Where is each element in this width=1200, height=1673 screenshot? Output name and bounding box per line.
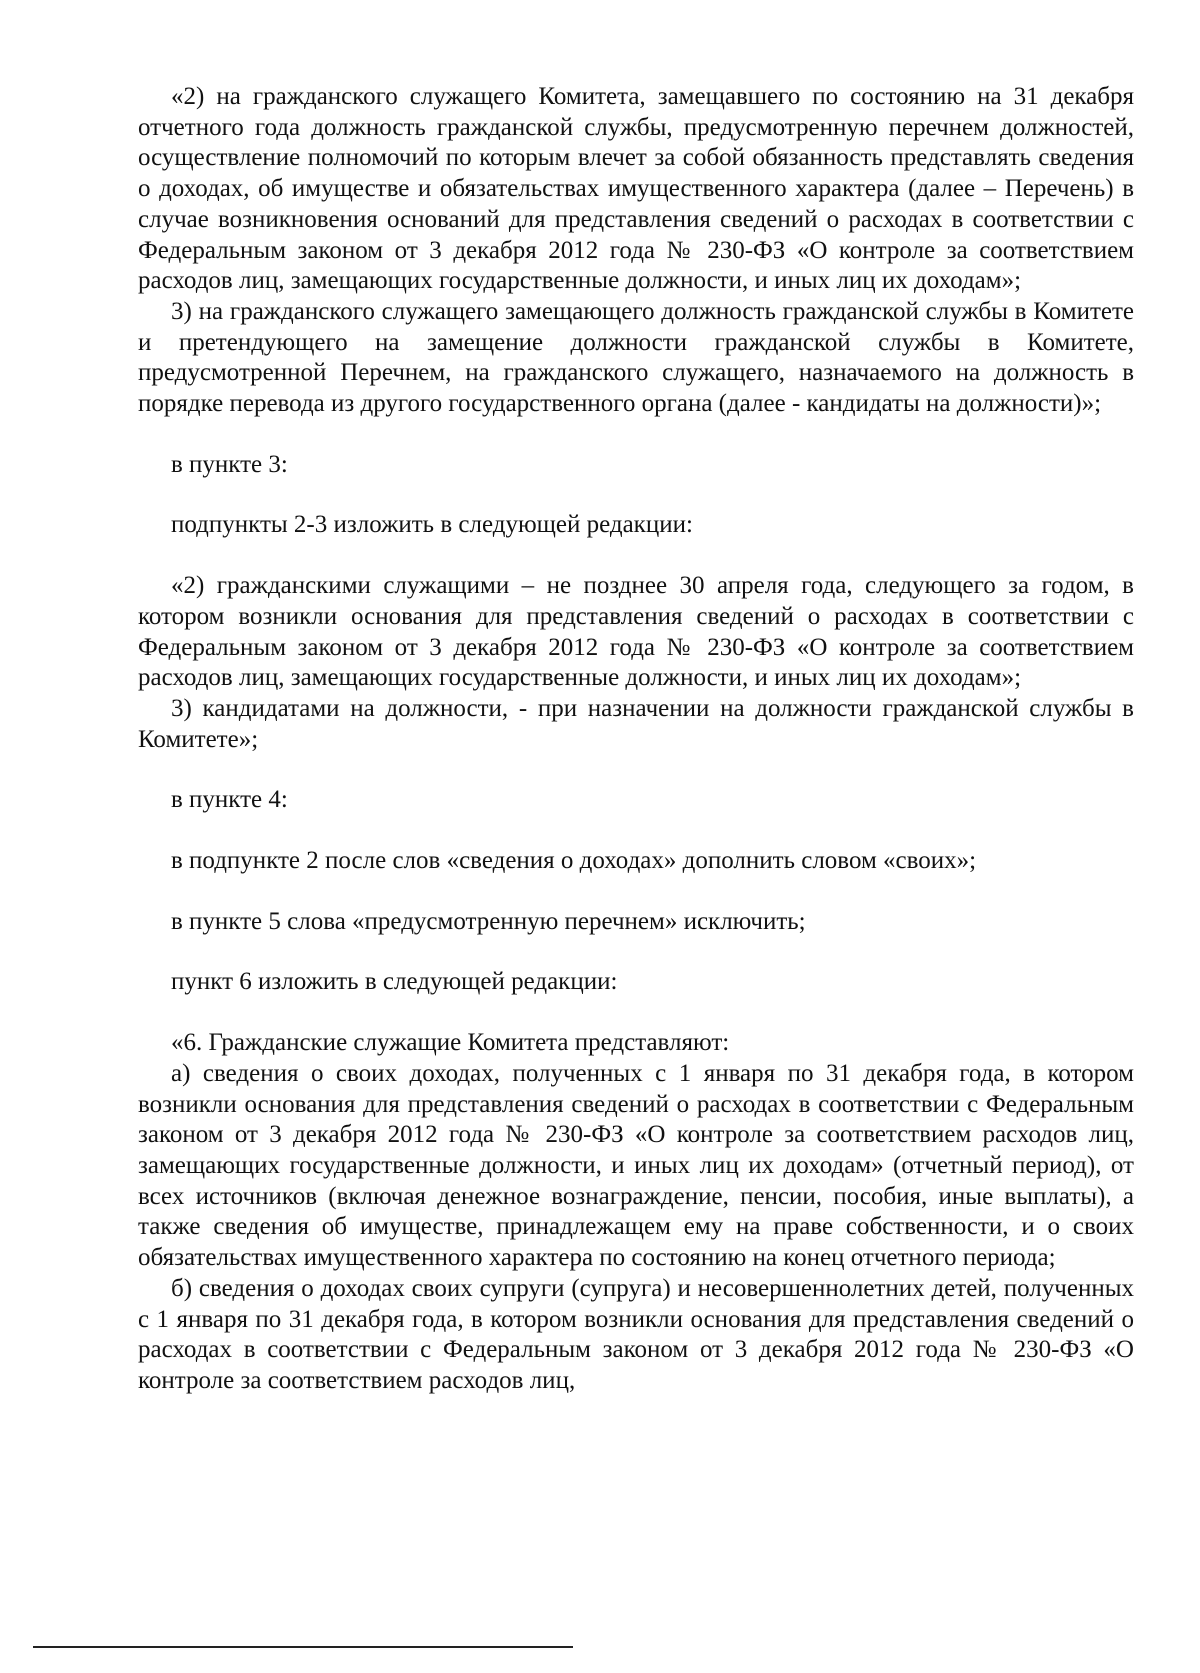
paragraph-subpoint-2-new: «2) гражданскими служащими – не позднее 30 апреля года, следующего за годом, в котором возникли основания для представления сведений о расходах в соответствии с Федеральным законом от 3 декабря 2012 года № 230-ФЗ «О контроле за соответствием расходов лиц, замещающих государственные должности, и иных лиц их доходам»; xyxy=(138,572,1134,692)
paragraph-point-3-heading: в пункте 3: xyxy=(171,450,288,478)
paragraph-point-4-heading: в пункте 4: xyxy=(171,786,288,814)
paragraph-subpoint-2-amendment: в подпункте 2 после слов «сведения о доходах» дополнить словом «своих»; xyxy=(171,847,977,875)
paragraph-point-6-item-a: а) сведения о своих доходах, полученных с 1 января по 31 декабря года, в котором возникли основания для представления сведений о расходах в соответствии с Федеральным законом от 3 декабря 2012 года № 230-ФЗ «О контроле за соответствием расходов лиц, замещающих государственные должности, и иных лиц их доходам» (отчетный период), от всех источников (включая денежное вознаграждение, пенсии, пособия, иные выплаты), а также сведения об имуществе, принадлежащем ему на праве собственности, и о своих обязательствах имущественного характера по состоянию на конец отчетного периода; xyxy=(138,1059,1134,1272)
footer-rule xyxy=(33,1646,573,1648)
paragraph-point-6-intro: «6. Гражданские служащие Комитета представляют: xyxy=(171,1029,730,1057)
paragraph-subpoint-2-old: «2) на гражданского служащего Комитета, замещавшего по состоянию на 31 декабря отчетного года должность гражданской службы, предусмотренную перечнем должностей, осуществление полномочий по которым влечет за собой обязанность представлять сведения о доходах, об имуществе и обязательствах имущественного характера (далее – Перечень) в случае возникновения оснований для представления сведений о расходах в соответствии с Федеральным законом от 3 декабря 2012 года № 230-ФЗ «О контроле за соответствием расходов лиц, замещающих государственные должности, и иных лиц их доходам»; xyxy=(138,83,1134,295)
paragraph-subpoint-3-new: 3) кандидатами на должности, - при назначении на должности гражданской службы в Комитете»; xyxy=(138,694,1134,753)
document-body xyxy=(138,82,1134,1397)
paragraph-subpoints-2-3-instruction: подпункты 2-3 изложить в следующей редакции: xyxy=(171,511,693,539)
paragraph-subpoint-3-old: 3) на гражданского служащего замещающего должность гражданской службы в Комитете и претендующего на замещение должности гражданской службы в Комитете, предусмотренной Перечнем, на гражданского служащего, назначаемого на должность в порядке перевода из другого государственного органа (далее - кандидаты на должности)»; xyxy=(138,297,1134,418)
paragraph-point-6-instruction: пункт 6 изложить в следующей редакции: xyxy=(171,968,618,996)
paragraph-point-6-item-b: б) сведения о доходах своих супруги (супруга) и несовершеннолетних детей, полученных с 1 января по 31 декабря года, в котором возникли основания для представления сведений о расходах в соответствии с Федеральным законом от 3 декабря 2012 года № 230-ФЗ «О контроле за соответствием расходов лиц, xyxy=(138,1274,1134,1394)
paragraph-point-5-amendment: в пункте 5 слова «предусмотренную перечнем» исключить; xyxy=(171,907,806,935)
